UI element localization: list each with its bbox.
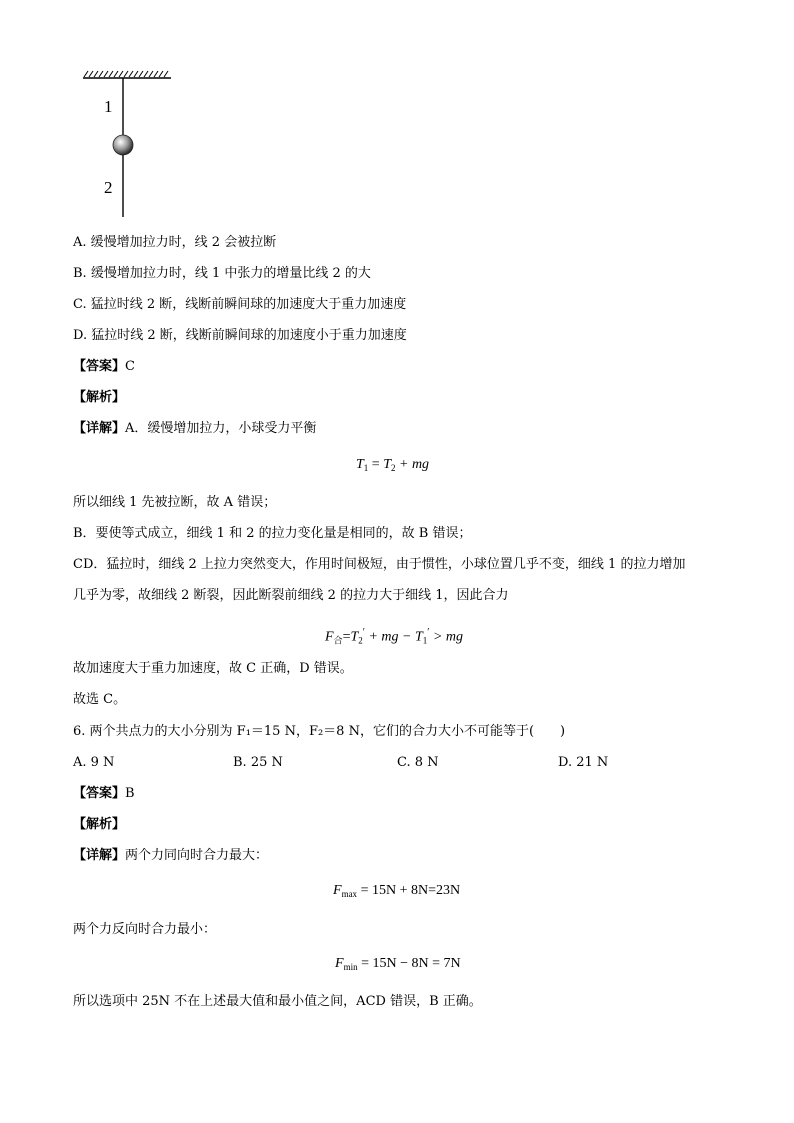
q5-detail-row [73,421,316,437]
q5-line-5: 几乎为零，故细线 2 断裂，因此断裂前细线 2 的拉力大于细线 1，因此合力 [73,588,509,603]
q6-line-2: 两个力反向时合力最小： [73,922,217,937]
q6-analysis-tag: 【解析】 [73,817,126,832]
q5-formula-2: $F_合=T_2'$ + mg − $T_1'$ > mg [325,627,464,646]
q5-line-7: 故选 C。 [73,692,127,707]
answer-tag: 【答案】 [73,786,126,801]
q5-option-c: C. 猛拉时线 2 断，线断前瞬间球的加速度大于重力加速度 [73,297,407,312]
q6-line-3: 所以选项中 25N 不在上述最大值和最小值之间，ACD 错误，B 正确。 [73,994,482,1009]
detail-text: 两个力同向时合力最大： [125,848,269,863]
string-1-label: 1 [104,97,113,116]
q6-formula-min: $F_{min} = 15N - 8N = 7N$ [335,956,461,972]
q5-line-2: 所以细线 1 先被拉断，故 A 错误； [73,495,277,510]
q5-formula-1: $T_1 = T_2$ + mg [356,457,430,473]
q6-detail-row [73,848,268,864]
pendulum-figure [70,62,190,222]
ceiling-hatch [83,71,171,78]
q6-option-b: B. 25 N [233,755,283,770]
q6-answer-row [73,786,135,802]
q6-formula-max: $F_{max} = 15N + 8N=23N$ [333,883,461,899]
ball [113,135,133,155]
detail-text: A．缓慢增加拉力，小球受力平衡 [125,421,317,436]
detail-tag: 【详解】 [73,848,126,863]
detail-tag: 【详解】 [73,421,126,436]
q5-answer-row [73,359,135,375]
q5-option-a: A. 缓慢增加拉力时，线 2 会被拉断 [73,235,277,250]
q5-line-4: CD．猛拉时，细线 2 上拉力突然变大，作用时间极短，由于惯性，小球位置几乎不变，细线 1 的拉力增加 [73,557,686,572]
answer-tag: 【答案】 [73,359,126,374]
q5-option-d: D. 猛拉时线 2 断，线断前瞬间球的加速度小于重力加速度 [73,328,407,343]
q5-line-3: B．要使等式成立，细线 1 和 2 的拉力变化量是相同的，故 B 错误； [73,526,472,541]
answer-value: B [125,786,135,801]
answer-value: C [125,359,135,374]
q6-option-c: C. 8 N [397,755,439,770]
q6-option-a: A. 9 N [73,755,115,770]
q5-analysis-tag: 【解析】 [73,390,126,405]
q5-option-b: B. 缓慢增加拉力时，线 1 中张力的增量比线 2 的大 [73,266,371,281]
string-2-label: 2 [104,178,113,197]
q6-stem: 6. 两个共点力的大小分别为 F₁＝15 N，F₂＝8 N，它们的合力大小不可能等于( ) [73,724,566,739]
q5-line-6: 故加速度大于重力加速度，故 C 正确，D 错误。 [73,661,353,676]
q6-option-d: D. 21 N [558,755,609,770]
